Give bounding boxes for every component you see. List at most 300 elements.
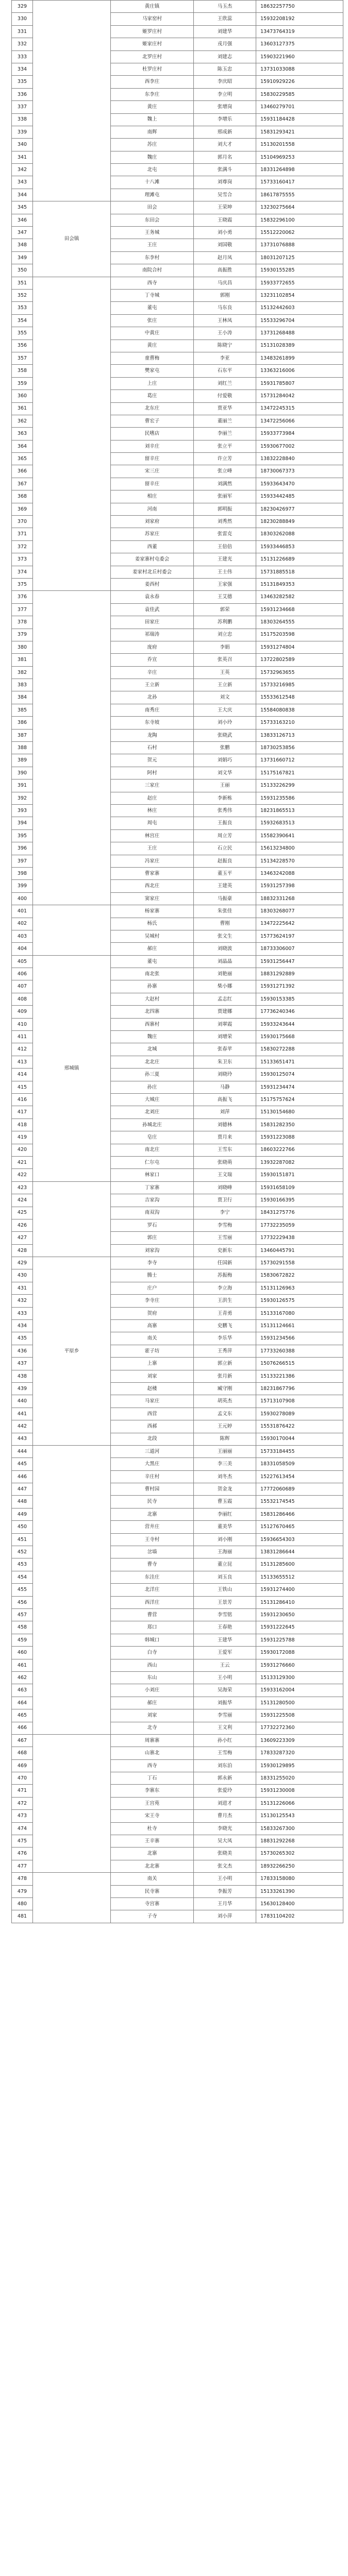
name-cell: 刘艳丽 <box>194 968 256 980</box>
row-number: 455 <box>12 1584 33 1596</box>
row-number: 400 <box>12 892 33 905</box>
name-cell: 陈辉 <box>194 1433 256 1445</box>
village-cell: 龙陶 <box>111 729 194 741</box>
name-cell: 王林凤 <box>194 314 256 327</box>
name-cell: 李亚 <box>194 352 256 364</box>
village-cell: 杜寺 <box>111 1822 194 1835</box>
village-cell: 相庄 <box>111 490 194 503</box>
name-cell: 刘文 <box>194 691 256 704</box>
village-cell: 丁家寨 <box>111 1181 194 1194</box>
town-cell: 平原乡 <box>33 1257 111 1446</box>
phone-cell: 15931274804 <box>256 641 343 653</box>
phone-cell: 18730253856 <box>256 742 343 754</box>
village-cell: 杜罗庄村 <box>111 63 194 75</box>
village-cell: 北刘庄 <box>111 1106 194 1118</box>
phone-cell: 15933162004 <box>256 1684 343 1697</box>
phone-cell: 15773624197 <box>256 930 343 942</box>
phone-cell: 15931225508 <box>256 1709 343 1722</box>
phone-cell: 15832296100 <box>256 214 343 226</box>
row-number: 439 <box>12 1382 33 1395</box>
village-cell: 民寺寨 <box>111 1885 194 1897</box>
phone-cell: 17831104202 <box>256 1910 343 1923</box>
phone-cell: 15933446853 <box>256 540 343 553</box>
village-cell: 子寺 <box>111 1910 194 1923</box>
phone-cell: 18230426977 <box>256 503 343 515</box>
name-cell: 董立昆 <box>194 1558 256 1571</box>
village-cell: 吴城村 <box>111 930 194 942</box>
village-cell: 姬罗庄村 <box>111 25 194 38</box>
name-cell: 刘增荣 <box>194 1031 256 1043</box>
row-number: 430 <box>12 1269 33 1282</box>
phone-cell: 15175757624 <box>256 1093 343 1106</box>
row-number: 478 <box>12 1873 33 1885</box>
village-cell: 杨氏 <box>111 918 194 930</box>
phone-cell: 15130154680 <box>256 1106 343 1118</box>
row-number: 369 <box>12 503 33 515</box>
name-cell: 王建华 <box>194 1634 256 1646</box>
village-cell: 三家庄 <box>111 779 194 792</box>
phone-cell: 15731284042 <box>256 390 343 402</box>
row-number: 467 <box>12 1734 33 1747</box>
name-cell: 高振胜 <box>194 264 256 277</box>
phone-cell: 15936654303 <box>256 1533 343 1546</box>
phone-cell: 15931230008 <box>256 1785 343 1797</box>
village-cell: 林家口 <box>111 1169 194 1181</box>
row-number: 394 <box>12 817 33 829</box>
name-cell: 张月新 <box>194 1370 256 1382</box>
village-cell: 北北寨 <box>111 1860 194 1872</box>
name-cell: 董玉平 <box>194 867 256 879</box>
phone-cell: 15830672822 <box>256 1269 343 1282</box>
name-cell: 李雪梅 <box>194 1219 256 1231</box>
name-cell: 刘振华 <box>194 1697 256 1709</box>
village-cell: 西山 <box>111 1659 194 1671</box>
name-cell: 刘小刚 <box>194 1533 256 1546</box>
table-row <box>12 1873 343 1885</box>
name-cell: 任国新 <box>194 1257 256 1269</box>
row-number: 383 <box>12 679 33 691</box>
village-cell: 西营 <box>111 1408 194 1420</box>
name-cell: 刘尊岗 <box>194 176 256 189</box>
row-number: 473 <box>12 1810 33 1822</box>
row-number: 403 <box>12 930 33 942</box>
name-cell: 刘红兰 <box>194 377 256 389</box>
village-cell: 葛庄 <box>111 390 194 402</box>
name-cell: 李增乐 <box>194 113 256 126</box>
village-cell: 南辉 <box>111 126 194 138</box>
village-cell: 赵庄 <box>111 792 194 804</box>
name-cell: 周立芳 <box>194 829 256 842</box>
town-cell <box>33 1445 111 1734</box>
phone-cell: 15175203598 <box>256 629 343 641</box>
row-number: 421 <box>12 1156 33 1168</box>
row-number: 432 <box>12 1295 33 1307</box>
row-number: 370 <box>12 516 33 528</box>
phone-cell: 13731268488 <box>256 327 343 340</box>
row-number: 460 <box>12 1647 33 1659</box>
name-cell: 张满斗 <box>194 164 256 176</box>
village-cell: 营井庄 <box>111 1521 194 1533</box>
name-cell: 郭明振 <box>194 503 256 515</box>
phone-cell: 15930129895 <box>256 1759 343 1772</box>
name-cell: 董丽兰 <box>194 415 256 427</box>
phone-cell: 15531876422 <box>256 1420 343 1433</box>
name-cell: 王小涛 <box>194 327 256 340</box>
name-cell: 刘文华 <box>194 767 256 779</box>
phone-cell: 15933442485 <box>256 490 343 503</box>
row-number: 465 <box>12 1709 33 1722</box>
phone-cell: 15933243644 <box>256 1018 343 1030</box>
name-cell: 王文瑞 <box>194 1169 256 1181</box>
table-row <box>12 905 343 918</box>
phone-cell: 13932287082 <box>256 1156 343 1168</box>
name-cell: 王青勇 <box>194 1307 256 1319</box>
phone-cell: 15132442603 <box>256 302 343 314</box>
phone-cell: 15931256447 <box>256 955 343 968</box>
phone-cell: 15831282350 <box>256 1118 343 1131</box>
village-cell: 南双沟 <box>111 1207 194 1219</box>
row-number: 476 <box>12 1848 33 1860</box>
phone-cell: 18832331268 <box>256 892 343 905</box>
phone-cell: 15133261390 <box>256 1885 343 1897</box>
phone-cell: 15131226689 <box>256 553 343 566</box>
name-cell: 陈玉忠 <box>194 63 256 75</box>
village-cell: 董屯 <box>111 955 194 968</box>
village-cell: 祁瑞涛 <box>111 629 194 641</box>
phone-cell: 15933773984 <box>256 428 343 440</box>
name-cell: 高振飞 <box>194 1093 256 1106</box>
phone-cell: 15131280500 <box>256 1697 343 1709</box>
phone-cell: 13483261899 <box>256 352 343 364</box>
town-cell <box>33 1873 111 1923</box>
village-cell: 窦家庄 <box>111 892 194 905</box>
village-cell: 大赵村 <box>111 993 194 1005</box>
name-cell: 李晓光 <box>194 1822 256 1835</box>
phone-cell: 18831292268 <box>256 1835 343 1848</box>
name-cell: 刘萍 <box>194 1106 256 1118</box>
village-cell: 曹村园 <box>111 1483 194 1496</box>
name-cell: 贾卫行 <box>194 1194 256 1207</box>
phone-cell: 15930172088 <box>256 1647 343 1659</box>
row-number: 414 <box>12 1069 33 1081</box>
row-number: 419 <box>12 1131 33 1144</box>
village-cell: 皂庄 <box>111 1131 194 1144</box>
row-number: 425 <box>12 1207 33 1219</box>
name-cell: 王荣坤 <box>194 201 256 214</box>
name-cell: 马静 <box>194 1081 256 1093</box>
name-cell: 王春艳 <box>194 1621 256 1634</box>
phone-cell: 15931257398 <box>256 880 343 892</box>
village-cell: 曹家寨 <box>111 867 194 879</box>
village-cell: 辛庄 <box>111 666 194 679</box>
phone-cell: 18303268077 <box>256 905 343 918</box>
name-cell: 刘小萍 <box>194 1910 256 1923</box>
row-number: 367 <box>12 478 33 490</box>
phone-cell: 17733260388 <box>256 1345 343 1357</box>
row-number: 422 <box>12 1169 33 1181</box>
name-cell: 王元婷 <box>194 1420 256 1433</box>
village-cell: 西李庄 <box>111 76 194 88</box>
phone-cell: 15933643470 <box>256 478 343 490</box>
row-number: 410 <box>12 1018 33 1030</box>
name-cell: 李立明 <box>194 88 256 100</box>
phone-cell: 15733160417 <box>256 176 343 189</box>
name-cell: 许立芳 <box>194 453 256 465</box>
row-number: 427 <box>12 1232 33 1244</box>
name-cell: 石东平 <box>194 365 256 377</box>
name-cell: 王倍倍 <box>194 540 256 553</box>
name-cell: 刘国敬 <box>194 239 256 251</box>
table-row <box>12 955 343 968</box>
village-cell: 林宫庄 <box>111 829 194 842</box>
phone-cell: 18231867796 <box>256 1382 343 1395</box>
phone-cell: 15732963655 <box>256 666 343 679</box>
name-cell: 王雪东 <box>194 1144 256 1156</box>
name-cell: 吴海荣 <box>194 1684 256 1697</box>
village-cell: 袁佳武 <box>111 603 194 616</box>
name-cell: 刘晓玲 <box>194 1069 256 1081</box>
row-number: 398 <box>12 867 33 879</box>
row-number: 335 <box>12 76 33 88</box>
name-cell: 刘晶晶 <box>194 955 256 968</box>
name-cell: 胡英杰 <box>194 1395 256 1408</box>
village-cell: 王辛寨 <box>111 1835 194 1848</box>
village-cell: 赵楼 <box>111 1382 194 1395</box>
name-cell: 王海丽 <box>194 1546 256 1558</box>
village-cell: 上庄 <box>111 377 194 389</box>
name-cell: 王洪生 <box>194 1295 256 1307</box>
row-number: 333 <box>12 50 33 63</box>
phone-cell: 15532174545 <box>256 1496 343 1508</box>
name-cell: 王小明 <box>194 1873 256 1885</box>
row-number: 479 <box>12 1885 33 1897</box>
phone-cell: 15733184455 <box>256 1445 343 1458</box>
village-cell: 王务城 <box>111 227 194 239</box>
village-cell: 北北庄 <box>111 1056 194 1068</box>
name-cell: 王秀萍 <box>194 1345 256 1357</box>
row-number: 404 <box>12 943 33 955</box>
name-cell: 王小明 <box>194 1671 256 1684</box>
village-cell: 北寺 <box>111 1722 194 1734</box>
phone-cell: 15584080838 <box>256 704 343 716</box>
phone-cell: 13731033088 <box>256 63 343 75</box>
village-cell: 刘家府 <box>111 516 194 528</box>
name-cell: 苏振梅 <box>194 1269 256 1282</box>
village-cell: 冯家庄 <box>111 855 194 867</box>
name-cell: 刘大才 <box>194 139 256 151</box>
row-number: 374 <box>12 566 33 578</box>
row-number: 474 <box>12 1822 33 1835</box>
row-number: 337 <box>12 101 33 113</box>
village-cell: 西寨村 <box>111 1018 194 1030</box>
name-cell: 张立平 <box>194 440 256 452</box>
village-cell: 吉家沟 <box>111 1194 194 1207</box>
name-cell: 王建光 <box>194 553 256 566</box>
phone-cell: 13603127375 <box>256 38 343 50</box>
name-cell: 刘晓峰 <box>194 1181 256 1194</box>
village-cell: 北孙 <box>111 691 194 704</box>
row-number: 332 <box>12 38 33 50</box>
phone-cell: 13472245315 <box>256 402 343 415</box>
name-cell: 马玉杰 <box>194 1 256 13</box>
village-cell: 贺元 <box>111 754 194 767</box>
name-cell: 赵月凤 <box>194 251 256 264</box>
village-cell: 中黄庄 <box>111 327 194 340</box>
village-cell: 姬家庄村 <box>111 38 194 50</box>
name-cell: 刘冬杰 <box>194 1470 256 1483</box>
table-row <box>12 1181 343 1194</box>
village-cell: 宋王寺 <box>111 1810 194 1822</box>
row-number: 363 <box>12 428 33 440</box>
name-cell: 史鹏飞 <box>194 1320 256 1332</box>
row-number: 362 <box>12 415 33 427</box>
row-number: 336 <box>12 88 33 100</box>
name-cell: 王家强 <box>194 578 256 590</box>
name-cell: 刘小勇 <box>194 227 256 239</box>
name-cell: 王大庆 <box>194 704 256 716</box>
town-cell: 邢城镇 <box>33 955 111 1181</box>
name-cell: 张立峰 <box>194 465 256 478</box>
name-cell: 张秀伟 <box>194 805 256 817</box>
row-number: 346 <box>12 214 33 226</box>
phone-cell: 13731660712 <box>256 754 343 767</box>
row-number: 344 <box>12 189 33 201</box>
row-number: 356 <box>12 340 33 352</box>
village-cell: 马家窑村 <box>111 13 194 25</box>
village-cell: 山寨北 <box>111 1747 194 1759</box>
name-cell: 王铁山 <box>194 1584 256 1596</box>
village-cell: 刘家 <box>111 1709 194 1722</box>
phone-cell: 15131849353 <box>256 578 343 590</box>
village-cell: 丁石 <box>111 1772 194 1785</box>
phone-cell: 13472225642 <box>256 918 343 930</box>
village-cell: 大黑庄 <box>111 1458 194 1470</box>
village-cell: 李寺庄 <box>111 1295 194 1307</box>
phone-cell: 13460279701 <box>256 101 343 113</box>
name-cell: 刘立忠 <box>194 629 256 641</box>
phone-cell: 18431275776 <box>256 1207 343 1219</box>
phone-cell: 15831293421 <box>256 126 343 138</box>
row-number: 355 <box>12 327 33 340</box>
row-number: 343 <box>12 176 33 189</box>
row-number: 390 <box>12 767 33 779</box>
row-number: 399 <box>12 880 33 892</box>
phone-cell: 13472256066 <box>256 415 343 427</box>
phone-cell: 15227613454 <box>256 1470 343 1483</box>
row-number: 418 <box>12 1118 33 1131</box>
village-cell: 北屯 <box>111 164 194 176</box>
phone-cell: 15931276660 <box>256 1659 343 1671</box>
phone-cell: 15931274400 <box>256 1584 343 1596</box>
row-number: 436 <box>12 1345 33 1357</box>
name-cell: 李三美 <box>194 1458 256 1470</box>
phone-cell: 15730291558 <box>256 1257 343 1269</box>
row-number: 471 <box>12 1785 33 1797</box>
row-number: 377 <box>12 603 33 616</box>
phone-cell: 17736240346 <box>256 1006 343 1018</box>
row-number: 413 <box>12 1056 33 1068</box>
name-cell: 柴小娜 <box>194 980 256 993</box>
village-cell: 韩城口 <box>111 1634 194 1646</box>
row-number: 402 <box>12 918 33 930</box>
row-number: 368 <box>12 490 33 503</box>
phone-cell: 13460445791 <box>256 1244 343 1257</box>
row-number: 431 <box>12 1282 33 1294</box>
phone-cell: 18632257750 <box>256 1 343 13</box>
row-number: 380 <box>12 641 33 653</box>
phone-cell: 13731076888 <box>256 239 343 251</box>
name-cell: 王士伟 <box>194 566 256 578</box>
village-cell: 庞府 <box>111 641 194 653</box>
phone-cell: 13832228840 <box>256 453 343 465</box>
name-cell: 王艾德 <box>194 591 256 603</box>
village-cell: 王立新 <box>111 679 194 691</box>
village-cell: 石村 <box>111 742 194 754</box>
name-cell: 苏利鹏 <box>194 616 256 629</box>
name-cell: 王雪梅 <box>194 1747 256 1759</box>
name-cell: 刘进才 <box>194 1797 256 1809</box>
roster-table <box>11 0 343 1923</box>
name-cell: 王丽丽 <box>194 1445 256 1458</box>
phone-cell: 13231102854 <box>256 289 343 301</box>
village-cell: 童曹梅 <box>111 352 194 364</box>
village-cell: 南关 <box>111 1332 194 1345</box>
phone-cell: 18932266250 <box>256 1860 343 1872</box>
village-cell: 西寺 <box>111 277 194 289</box>
row-number: 350 <box>12 264 33 277</box>
phone-cell: 18303262088 <box>256 528 343 540</box>
name-cell: 臧守刚 <box>194 1382 256 1395</box>
phone-cell: 15104969253 <box>256 151 343 163</box>
phone-cell: 13609223309 <box>256 1734 343 1747</box>
name-cell: 王月华 <box>194 1897 256 1910</box>
village-cell: 河南 <box>111 503 194 515</box>
phone-cell: 17772060689 <box>256 1483 343 1496</box>
name-cell: 吴雪合 <box>194 189 256 201</box>
name-cell: 刘晓波 <box>194 943 256 955</box>
village-cell: 贺府 <box>111 1307 194 1319</box>
phone-cell: 15130125543 <box>256 1810 343 1822</box>
row-number: 388 <box>12 742 33 754</box>
row-number: 441 <box>12 1408 33 1420</box>
phone-cell: 17732272360 <box>256 1722 343 1734</box>
name-cell: 李娟 <box>194 641 256 653</box>
village-cell: 民寺 <box>111 1496 194 1508</box>
town-cell <box>33 277 111 591</box>
name-cell: 郭刚 <box>194 289 256 301</box>
phone-cell: 15930175668 <box>256 1031 343 1043</box>
phone-cell: 15130201558 <box>256 139 343 151</box>
village-cell: 田会 <box>111 201 194 214</box>
row-number: 408 <box>12 993 33 1005</box>
name-cell: 王云 <box>194 1659 256 1671</box>
phone-cell: 15613234800 <box>256 842 343 855</box>
name-cell: 张晓萌 <box>194 1156 256 1168</box>
village-cell: 南院合村 <box>111 264 194 277</box>
phone-cell: 15131285600 <box>256 1558 343 1571</box>
village-cell: 理滩屯 <box>111 189 194 201</box>
row-number: 384 <box>12 691 33 704</box>
row-number: 331 <box>12 25 33 38</box>
row-number: 477 <box>12 1860 33 1872</box>
phone-cell: 15931785807 <box>256 377 343 389</box>
village-cell: 霍子坊 <box>111 1345 194 1357</box>
name-cell: 张爱玲 <box>194 1785 256 1797</box>
village-cell: 北寨 <box>111 1848 194 1860</box>
phone-cell: 15933772655 <box>256 277 343 289</box>
village-cell: 大城庄 <box>111 1093 194 1106</box>
roster-body <box>12 1 343 1923</box>
